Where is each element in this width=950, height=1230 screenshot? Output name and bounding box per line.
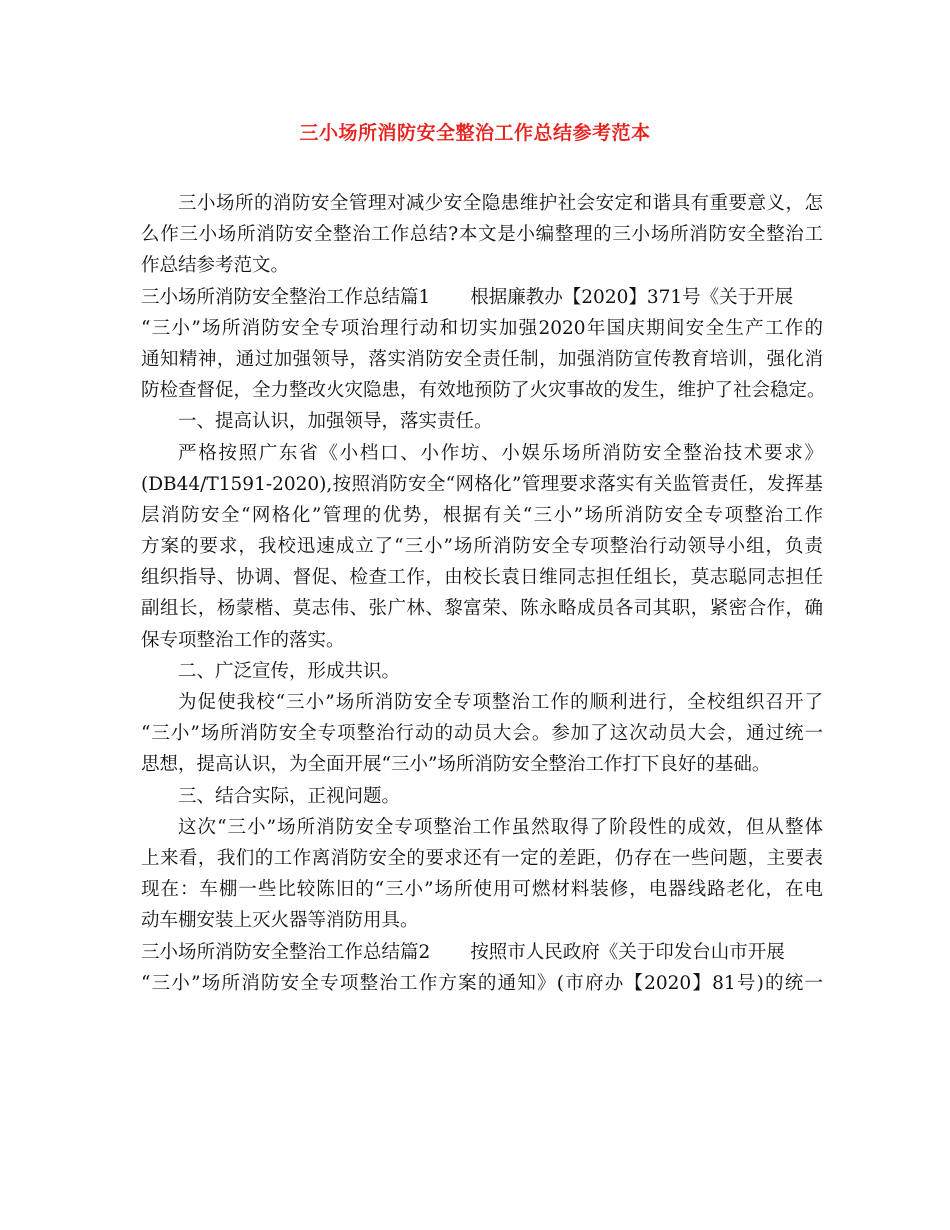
document-title: 三小场所消防安全整治工作总结参考范本 — [299, 122, 651, 144]
text-line: 为促使我校“三小”场所消防安全专项整治工作的顺利进行，全校组织召开了 — [178, 692, 823, 713]
section-heading: 三小场所消防安全整治工作总结篇1 — [141, 286, 431, 308]
section-heading: 三小场所消防安全整治工作总结篇2 — [141, 941, 431, 963]
text-line: 一、提高认识，加强领导，落实责任。 — [178, 411, 493, 433]
text-line: “三小”场所消防安全专项整治行动的动员大会。参加了这次动员大会，通过统一 — [141, 723, 823, 745]
section-lead-text: 根据廉教办【2020】371号《关于开展 — [470, 286, 794, 308]
text-line: 这次“三小”场所消防安全专项整治工作虽然取得了阶段性的成效，但从整体 — [178, 816, 823, 838]
text-line: “三小”场所消防安全专项治理行动和切实加强2020年国庆期间安全生产工作的 — [141, 317, 823, 339]
text-line: 通知精神，通过加强领导，落实消防安全责任制，加强消防宣传教育培训，强化消 — [141, 348, 823, 370]
text-line: 层消防安全“网格化”管理的优势，根据有关“三小”场所消防安全专项整治工作 — [141, 504, 823, 526]
text-line: 严格按照广东省《小档口、小作坊、小娱乐场所消防安全整治技术要求》 — [178, 442, 823, 464]
text-line — [141, 937, 823, 968]
text-line: 么作三小场所消防安全整治工作总结?本文是小编整理的三小场所消防安全整治工 — [141, 224, 823, 246]
text-line — [141, 282, 823, 313]
text-line: (DB44/T1591-2020),按照消防安全“网格化”管理要求落实有关监管责任，发挥基 — [141, 473, 823, 495]
text-line: 上来看，我们的工作离消防安全的要求还有一定的差距，仍存在一些问题，主要表 — [141, 847, 823, 869]
text-line: 二、广泛宣传，形成共识。 — [178, 660, 401, 682]
text-line: 三、结合实际，正视问题。 — [178, 785, 401, 807]
text-line: 保专项整治工作的落实。 — [141, 629, 345, 651]
text-line: 动车棚安装上灭火器等消防用具。 — [141, 910, 419, 932]
text-line: 思想，提高认识，为全面开展“三小”场所消防安全整治工作打下良好的基础。 — [141, 754, 771, 776]
section-lead-text: 按照市人民政府《关于印发台山市开展 — [470, 941, 785, 963]
text-line: 作总结参考范文。 — [141, 255, 290, 277]
text-line: 防检查督促，全力整改火灾隐患，有效地预防了火灾事故的发生，维护了社会稳定。 — [141, 380, 826, 402]
text-line: 三小场所的消防安全管理对减少安全隐患维护社会安定和谐具有重要意义，怎 — [178, 193, 823, 214]
text-line: 现在：车棚一些比较陈旧的“三小”场所使用可燃材料装修，电器线路老化，在电 — [141, 879, 823, 901]
text-line: “三小”场所消防安全专项整治工作方案的通知》(市府办【2020】81号)的统一 — [141, 972, 823, 994]
document-body — [141, 188, 826, 999]
text-line: 副组长，杨蒙楷、莫志伟、张广林、黎富荣、陈永略成员各司其职，紧密合作，确 — [141, 598, 823, 620]
text-line: 组织指导、协调、督促、检查工作，由校长袁日维同志担任组长，莫志聪同志担任 — [141, 567, 823, 589]
text-line: 方案的要求，我校迅速成立了“三小”场所消防安全专项整治行动领导小组，负责 — [141, 536, 823, 558]
